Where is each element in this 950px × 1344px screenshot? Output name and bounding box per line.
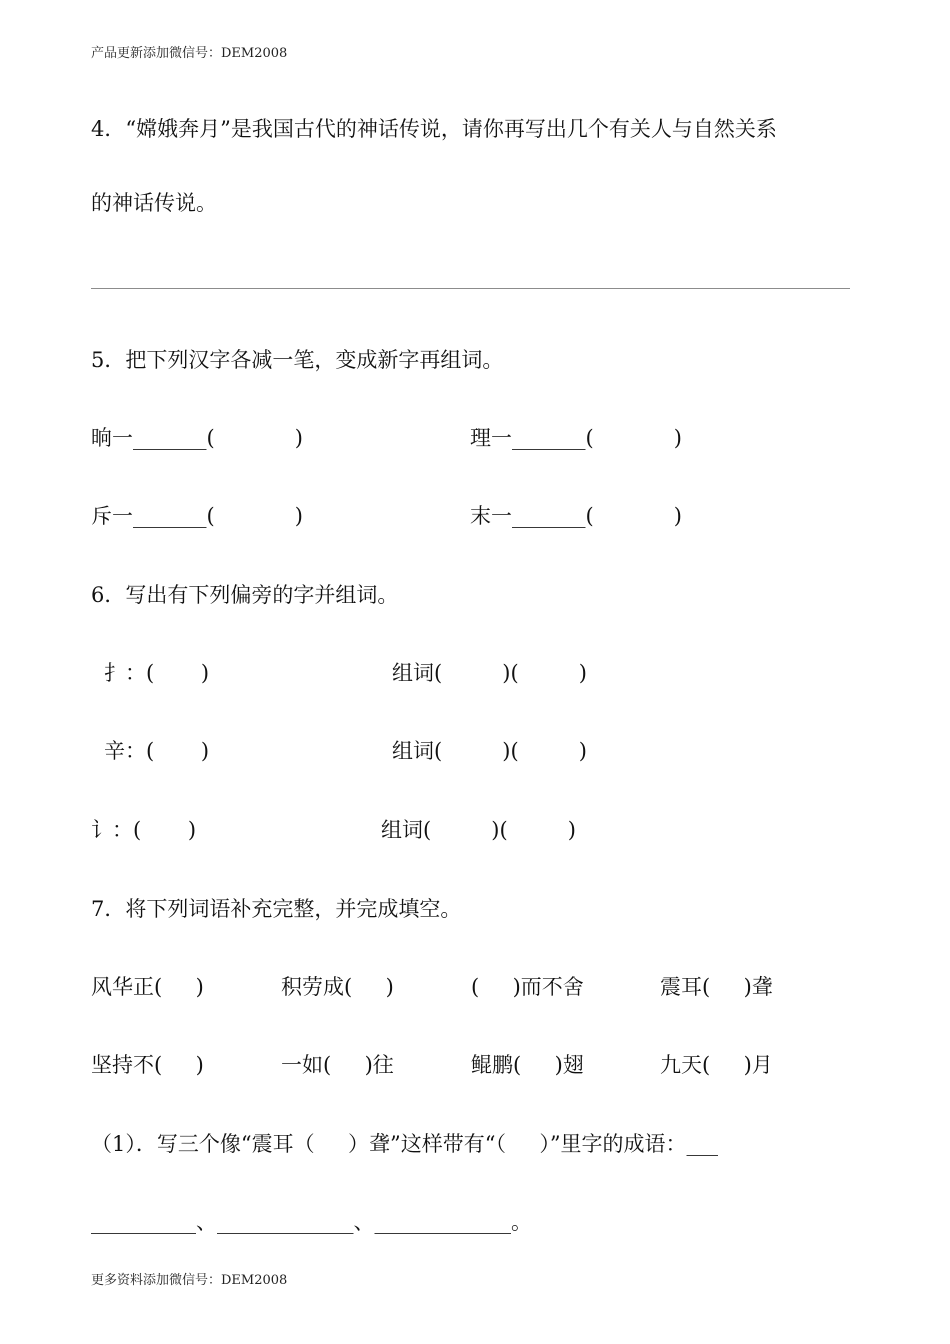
q6-words-row[interactable]: 组词( )( ) xyxy=(381,818,576,842)
q7-sub1-line-2[interactable]: __________、_____________、_____________。 xyxy=(91,1210,532,1234)
q5-item[interactable]: 末一_______( ) xyxy=(470,504,682,528)
q6-radical-row[interactable]: 扌：( ) xyxy=(104,661,210,685)
q7-idiom[interactable]: 鲲鹏( )翅 xyxy=(471,1053,584,1077)
q6-words-row[interactable]: 组词( )( ) xyxy=(392,661,587,685)
q4-line-2: 的神话传说。 xyxy=(91,191,217,215)
q7-idiom[interactable]: 九天( )月 xyxy=(660,1053,773,1077)
q6-radical-row[interactable]: 讠：( ) xyxy=(91,818,197,842)
q4-answer-line[interactable] xyxy=(91,288,850,289)
q6-title: 6．写出有下列偏旁的字并组词。 xyxy=(91,583,399,607)
q7-idiom[interactable]: 风华正( ) xyxy=(91,975,204,999)
q6-radical-row[interactable]: 辛：( ) xyxy=(104,739,210,763)
q7-idiom[interactable]: 坚持不( ) xyxy=(91,1053,204,1077)
page-footer: 更多资料添加微信号：DEM2008 xyxy=(91,1273,288,1288)
page-header: 产品更新添加微信号：DEM2008 xyxy=(91,46,288,61)
q7-idiom[interactable]: ( )而不舍 xyxy=(471,975,584,999)
q7-idiom[interactable]: 积劳成( ) xyxy=(281,975,394,999)
q4-line-1: 4．“嫦娥奔月”是我国古代的神话传说，请你再写出几个有关人与自然关系 xyxy=(91,117,777,141)
q7-idiom[interactable]: 震耳( )聋 xyxy=(660,975,773,999)
q7-title: 7．将下列词语补充完整，并完成填空。 xyxy=(91,897,462,921)
q5-title: 5．把下列汉字各减一笔，变成新字再组词。 xyxy=(91,348,504,372)
q5-item[interactable]: 斥一_______( ) xyxy=(91,504,303,528)
q7-sub1-line-1[interactable]: （1）．写三个像“震耳（ ）聋”这样带有“（ ）”里字的成语：___ xyxy=(91,1132,719,1156)
q7-idiom[interactable]: 一如( )往 xyxy=(281,1053,394,1077)
q5-item[interactable]: 晌一_______( ) xyxy=(91,426,303,450)
q5-item[interactable]: 理一_______( ) xyxy=(470,426,682,450)
q6-words-row[interactable]: 组词( )( ) xyxy=(392,739,587,763)
